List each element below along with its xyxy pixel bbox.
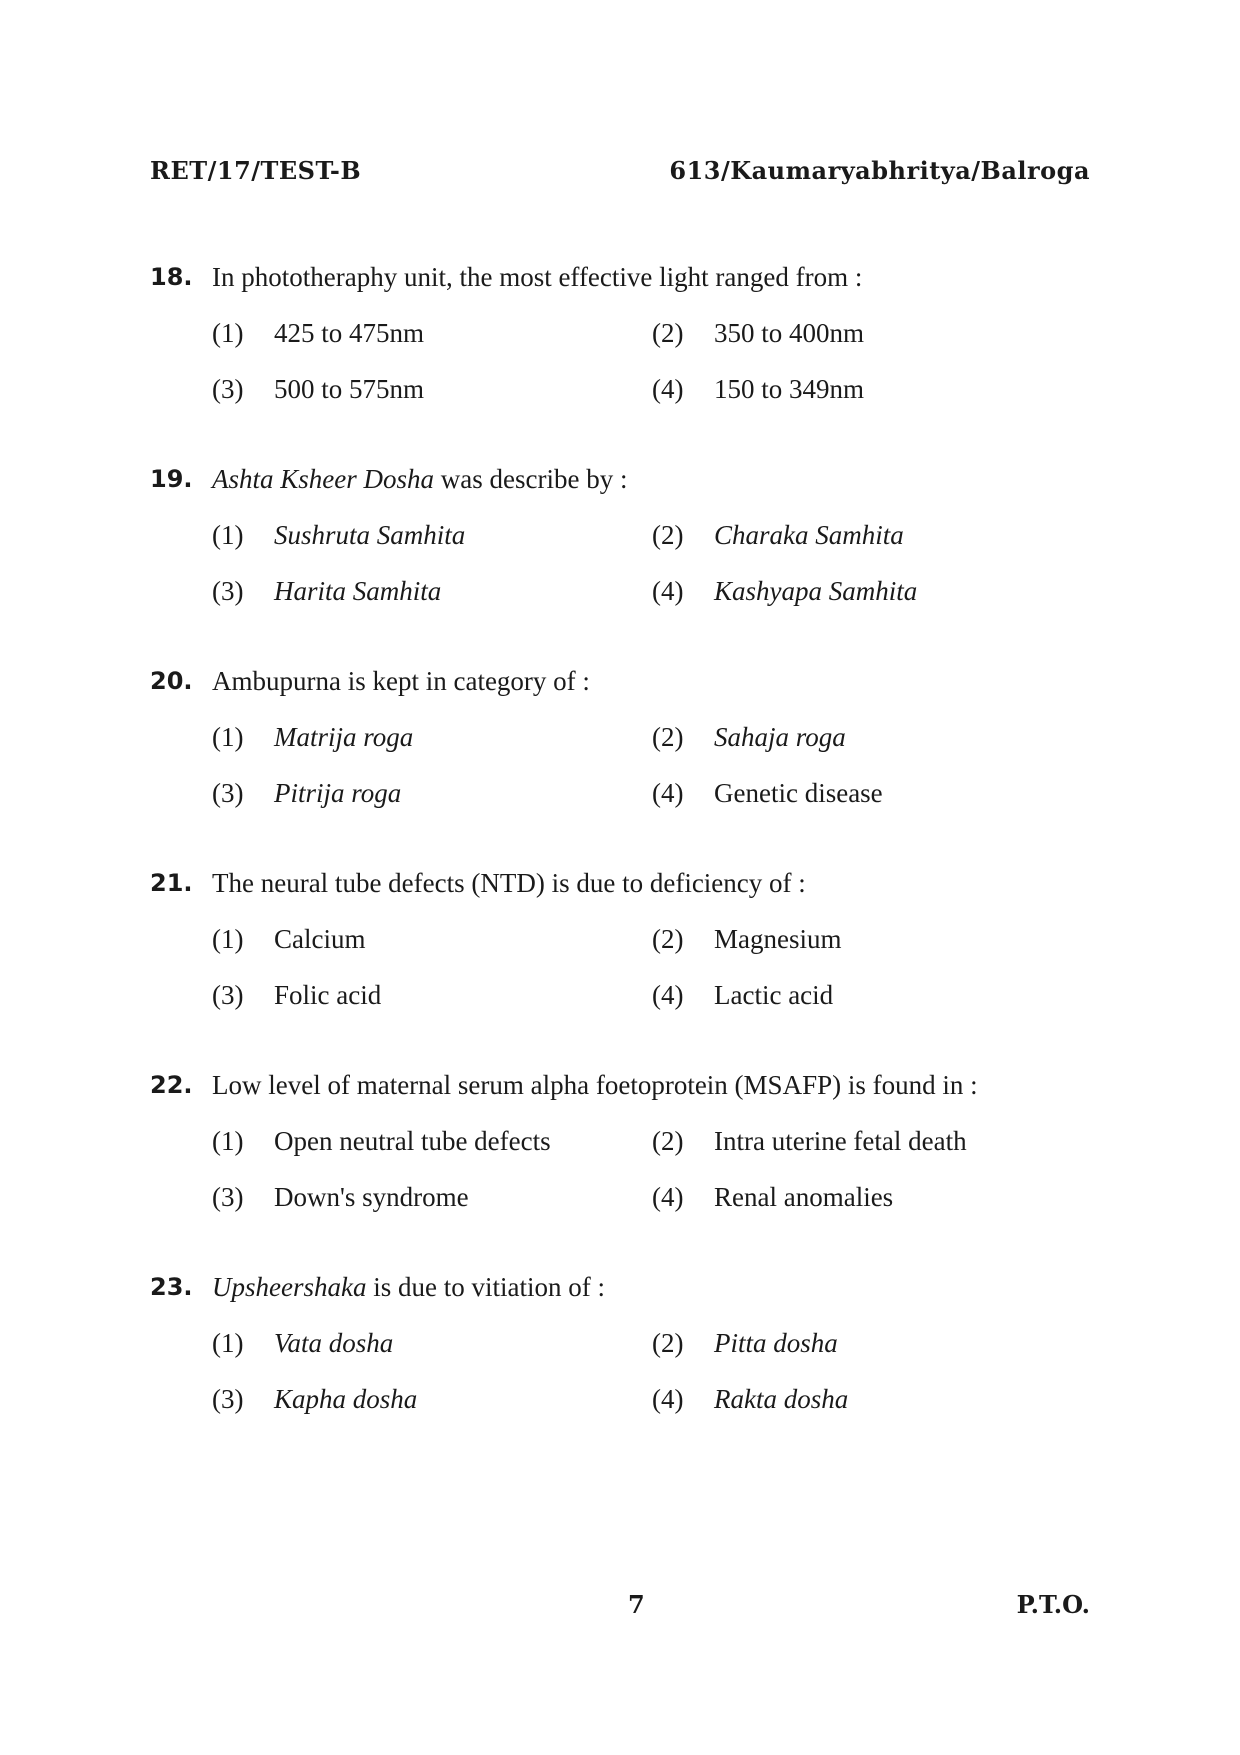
question-stem (150, 664, 1110, 698)
option-3 (212, 776, 652, 810)
option-text: Sushruta Samhita (274, 520, 466, 550)
page-number: 7 (628, 1590, 645, 1619)
subject-code: 613/Kaumaryabhritya/Balroga (669, 155, 1090, 185)
options (212, 1124, 1110, 1214)
option-1 (212, 518, 652, 552)
question-stem (150, 1270, 1110, 1304)
option-text: 425 to 475nm (274, 318, 425, 348)
option-text: 350 to 400nm (714, 318, 865, 348)
option-text: Kapha dosha (274, 1384, 418, 1414)
option-3 (212, 1382, 652, 1416)
option-text: Calcium (274, 924, 366, 954)
option-2 (652, 316, 1092, 350)
option-3 (212, 1180, 652, 1214)
option-4 (652, 776, 1092, 810)
option-number: (2) (652, 318, 684, 348)
option-text: Lactic acid (714, 980, 834, 1010)
question-stem (150, 462, 1110, 496)
option-2 (652, 720, 1092, 754)
option-1 (212, 720, 652, 754)
option-text: Folic acid (274, 980, 382, 1010)
option-text: 500 to 575nm (274, 374, 425, 404)
stem-text: is due to vitiation of : (366, 1272, 605, 1302)
question-23 (150, 1270, 1110, 1416)
options (212, 1326, 1110, 1416)
option-text: Genetic disease (714, 778, 883, 808)
question-number: 19. (150, 465, 193, 493)
option-2 (652, 1326, 1092, 1360)
options (212, 316, 1110, 406)
option-1 (212, 1326, 652, 1360)
option-number: (3) (212, 980, 244, 1010)
option-1 (212, 316, 652, 350)
stem-italic: Ashta Ksheer Dosha (212, 464, 434, 494)
option-number: (1) (212, 520, 244, 550)
option-text: Magnesium (714, 924, 842, 954)
question-stem (150, 1068, 1110, 1102)
option-text: Kashyapa Samhita (714, 576, 918, 606)
option-text: Charaka Samhita (714, 520, 904, 550)
option-2 (652, 518, 1092, 552)
option-text: Pitta dosha (714, 1328, 838, 1358)
option-4 (652, 372, 1092, 406)
option-1 (212, 1124, 652, 1158)
option-text: 150 to 349nm (714, 374, 865, 404)
stem-text: Ambupurna is kept in category of : (212, 666, 590, 696)
options (212, 922, 1110, 1012)
option-number: (3) (212, 1384, 244, 1414)
option-2 (652, 1124, 1092, 1158)
option-number: (4) (652, 1384, 684, 1414)
option-number: (3) (212, 778, 244, 808)
option-text: Matrija roga (274, 722, 414, 752)
option-text: Down's syndrome (274, 1182, 469, 1212)
option-text: Harita Samhita (274, 576, 442, 606)
option-text: Sahaja roga (714, 722, 846, 752)
option-number: (1) (212, 1328, 244, 1358)
question-22 (150, 1068, 1110, 1214)
question-number: 23. (150, 1273, 193, 1301)
option-1 (212, 922, 652, 956)
stem-text: was describe by : (434, 464, 628, 494)
pto-label: P.T.O. (1016, 1590, 1090, 1619)
option-text: Intra uterine fetal death (714, 1126, 967, 1156)
option-4 (652, 1382, 1092, 1416)
question-number: 18. (150, 263, 193, 291)
question-18 (150, 260, 1110, 406)
option-4 (652, 1180, 1092, 1214)
question-number: 20. (150, 667, 193, 695)
option-text: Vata dosha (274, 1328, 394, 1358)
option-number: (1) (212, 318, 244, 348)
question-number: 22. (150, 1071, 193, 1099)
option-4 (652, 574, 1092, 608)
option-3 (212, 574, 652, 608)
option-3 (212, 978, 652, 1012)
option-2 (652, 922, 1092, 956)
option-number: (2) (652, 1126, 684, 1156)
page-header (150, 150, 1090, 190)
option-number: (1) (212, 924, 244, 954)
option-4 (652, 978, 1092, 1012)
option-number: (4) (652, 778, 684, 808)
options (212, 518, 1110, 608)
question-stem (150, 866, 1110, 900)
question-21 (150, 866, 1110, 1012)
option-3 (212, 372, 652, 406)
option-number: (2) (652, 722, 684, 752)
question-19 (150, 462, 1110, 608)
exam-code: RET/17/TEST-B (150, 155, 362, 185)
option-number: (1) (212, 722, 244, 752)
option-text: Rakta dosha (714, 1384, 849, 1414)
option-number: (1) (212, 1126, 244, 1156)
question-number: 21. (150, 869, 193, 897)
option-number: (4) (652, 1182, 684, 1212)
option-text: Open neutral tube defects (274, 1126, 551, 1156)
option-number: (4) (652, 374, 684, 404)
option-number: (2) (652, 1328, 684, 1358)
stem-italic: Upsheershaka (212, 1272, 367, 1302)
option-text: Renal anomalies (714, 1182, 894, 1212)
options (212, 720, 1110, 810)
option-number: (4) (652, 576, 684, 606)
question-stem (150, 260, 1110, 294)
stem-text: Low level of maternal serum alpha foetoprotein (MSAFP) is found in : (212, 1070, 978, 1100)
option-number: (2) (652, 924, 684, 954)
option-number: (3) (212, 374, 244, 404)
stem-text: In phototheraphy unit, the most effective light ranged from : (212, 262, 863, 292)
stem-text: The neural tube defects (NTD) is due to deficiency of : (212, 868, 806, 898)
option-number: (3) (212, 1182, 244, 1212)
option-number: (4) (652, 980, 684, 1010)
page-footer (150, 1590, 1090, 1630)
option-number: (3) (212, 576, 244, 606)
option-text: Pitrija roga (274, 778, 402, 808)
question-20 (150, 664, 1110, 810)
option-number: (2) (652, 520, 684, 550)
question-list (150, 260, 1110, 1472)
